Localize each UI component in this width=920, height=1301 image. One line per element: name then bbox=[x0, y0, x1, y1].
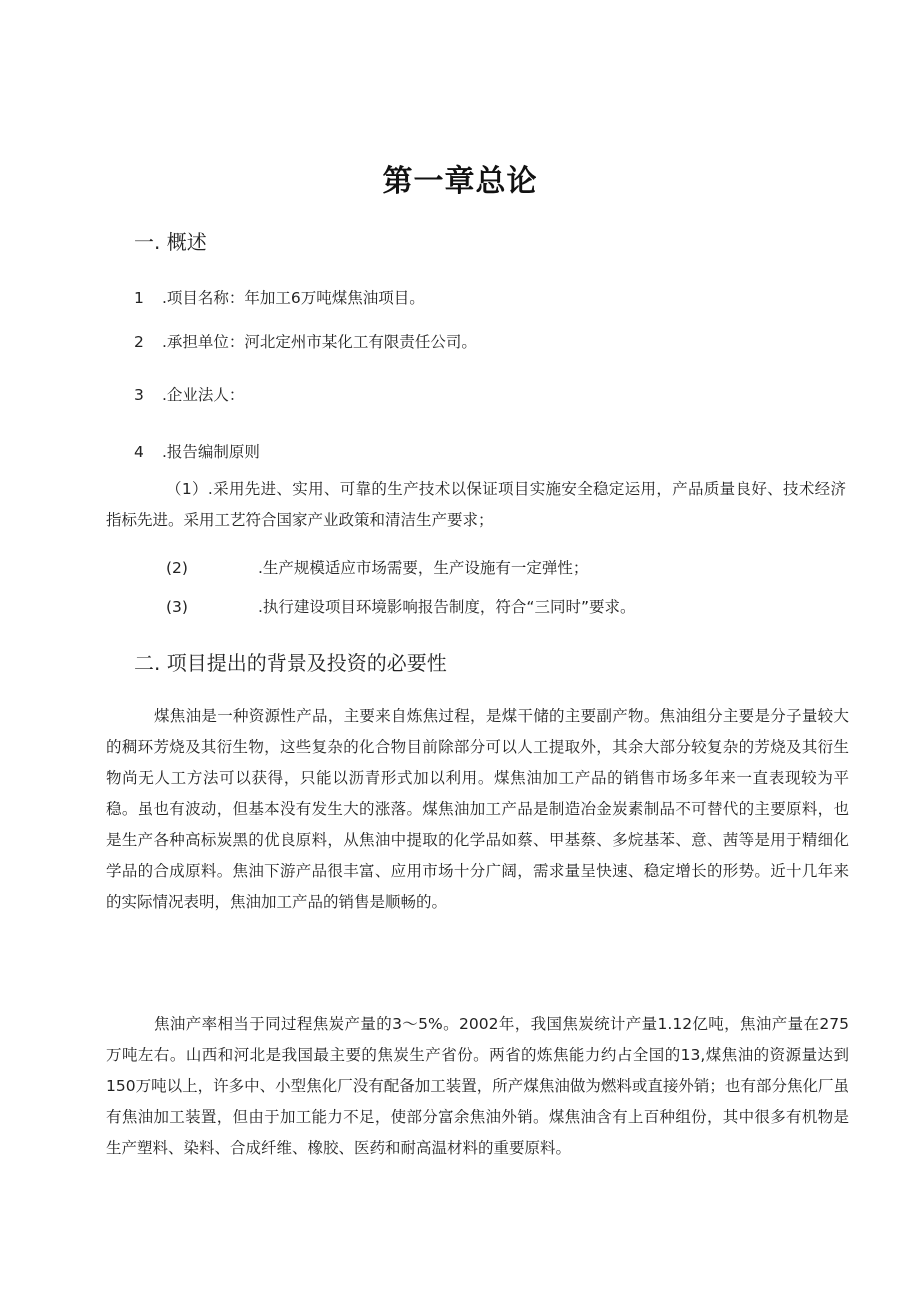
principle-number: (3) bbox=[166, 598, 188, 616]
item-text: .项目名称：年加工6万吨煤焦油项目。 bbox=[162, 289, 425, 307]
item-number: 4 bbox=[134, 443, 144, 461]
list-item-report-principles bbox=[134, 440, 260, 462]
principle-number: （1） bbox=[166, 480, 208, 498]
item-number: 2 bbox=[134, 333, 144, 351]
item-number: 1 bbox=[134, 289, 144, 307]
principle-text: .执行建设项目环境影响报告制度，符合“三同时”要求。 bbox=[258, 598, 636, 616]
item-text: .报告编制原则 bbox=[162, 443, 260, 461]
list-item-project-name bbox=[134, 286, 425, 308]
paragraph-background: 煤焦油是一种资源性产品，主要来自炼焦过程，是煤干储的主要副产物。焦油组分主要是分子量较大的稠环芳烧及其衍生物，这些复杂的化合物目前除部分可以人工提取外，其余大部分较复杂的芳烧及其衍生物尚无人工方法可以获得，只能以沥青形式加以利用。煤焦油加工产品的销售市场多年来一直表现较为平稳。虽也有波动，但基本没有发生大的涨落。煤焦油加工产品是制造冶金炭素制品不可替代的主要原料，也是生产各种高标炭黑的优良原料，从焦油中提取的化学品如蔡、甲基蔡、多烷基苯、意、茜等是用于精细化学品的合成原料。焦油下游产品很丰富、应用市场十分广阔，需求量呈快速、稳定增长的形势。近十几年来的实际情况表明，焦油加工产品的销售是顺畅的。 bbox=[106, 707, 849, 911]
principle-3 bbox=[166, 595, 636, 617]
section-heading-overview: 一. 概述 bbox=[134, 230, 207, 254]
principle-number: (2) bbox=[166, 559, 188, 577]
paragraph-yield: 焦油产率相当于同过程焦炭产量的3〜5%。2002年，我国焦炭统计产量1.12亿吨，焦油产量在275万吨左右。山西和河北是我国最主要的焦炭生产省份。两省的炼焦能力约占全国的13,煤焦油的资源量达到150万吨以上，许多中、小型焦化厂没有配备加工装置，所产煤焦油做为燃料或直接外销；也有部分焦化厂虽有焦油加工装置，但由于加工能力不足，使部分富余焦油外销。煤焦油含有上百种组份，其中很多有机物是生产塑料、染料、合成纤维、橡胶、医药和耐高温材料的重要原料。 bbox=[106, 1015, 849, 1157]
principle-text: .采用先进、实用、可靠的生产技术以保证项目实施安全稳定运用，产品质量良好、技术经济指标先进。采用工艺符合国家产业政策和清洁生产要求； bbox=[106, 480, 846, 529]
item-text: .承担单位：河北定州市某化工有限责任公司。 bbox=[162, 333, 477, 351]
item-number: 3 bbox=[134, 386, 144, 404]
section-heading-background: 二. 项目提出的背景及投资的必要性 bbox=[134, 651, 447, 675]
list-item-legal-person bbox=[134, 383, 244, 405]
chapter-title: 第一章总论 bbox=[382, 164, 538, 199]
principle-1 bbox=[106, 474, 846, 536]
principle-text: .生产规模适应市场需要，生产设施有一定弹性； bbox=[258, 559, 589, 577]
item-text: .企业法人： bbox=[162, 386, 245, 404]
list-item-undertaking-unit bbox=[134, 330, 477, 352]
principle-2 bbox=[166, 556, 588, 578]
